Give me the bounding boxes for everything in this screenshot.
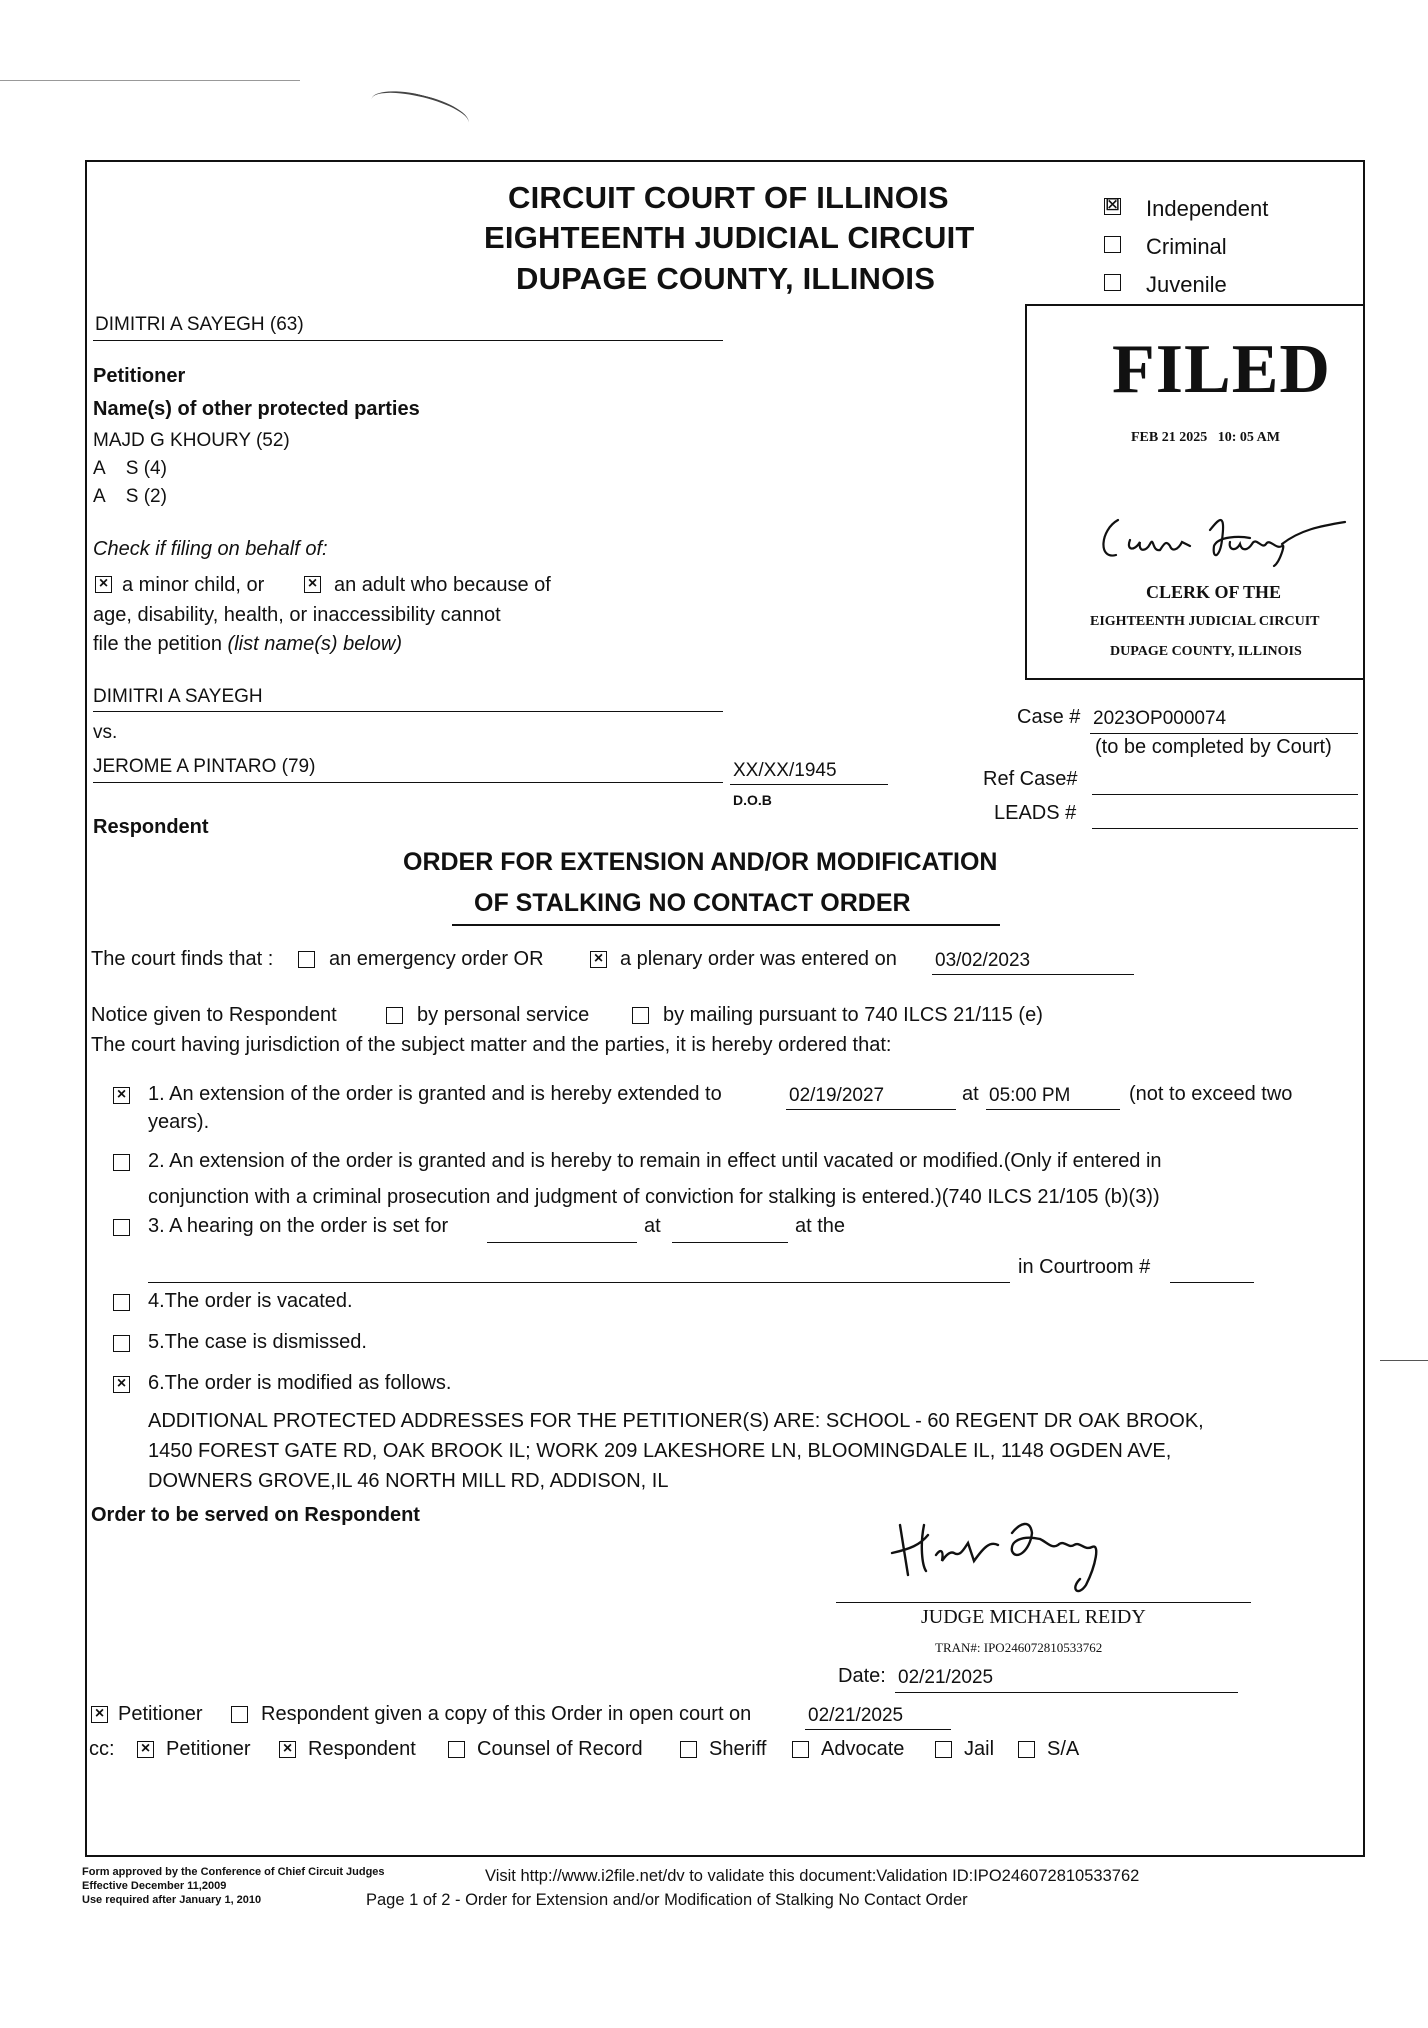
ref-case-underline bbox=[1092, 794, 1358, 795]
juvenile-checkbox[interactable] bbox=[1104, 274, 1121, 291]
item-4-text: 4.The order is vacated. bbox=[148, 1290, 353, 1312]
adult-label: an adult who because of bbox=[334, 574, 551, 596]
respondent-underline bbox=[93, 782, 723, 783]
judge-name: JUDGE MICHAEL REIDY bbox=[921, 1606, 1146, 1628]
behalf-name: DIMITRI A SAYEGH bbox=[93, 686, 263, 707]
plenary-date: 03/02/2023 bbox=[935, 950, 1031, 971]
item-3-at: at bbox=[644, 1215, 661, 1237]
item-2-checkbox[interactable] bbox=[113, 1154, 130, 1171]
item-1-time: 05:00 PM bbox=[989, 1085, 1071, 1106]
item-1-text: 1. An extension of the order is granted and is hereby extended to bbox=[148, 1083, 722, 1105]
copy-date-underline bbox=[805, 1729, 951, 1730]
behalf-line-3-text: file the petition bbox=[93, 633, 228, 655]
scan-noise-line bbox=[1380, 1360, 1428, 1361]
cc-sa-checkbox[interactable] bbox=[1018, 1741, 1035, 1758]
notice-prefix: Notice given to Respondent bbox=[91, 1004, 337, 1026]
item-5-text: 5.The case is dismissed. bbox=[148, 1331, 367, 1353]
petitioner-name: DIMITRI A SAYEGH (63) bbox=[95, 314, 304, 335]
judge-date: 02/21/2025 bbox=[898, 1667, 994, 1688]
cc-sheriff-label: Sheriff bbox=[709, 1738, 767, 1760]
court-line-2: EIGHTEENTH JUDICIAL CIRCUIT bbox=[484, 220, 975, 255]
item-4-checkbox[interactable] bbox=[113, 1294, 130, 1311]
dob-underline bbox=[730, 784, 888, 785]
item-1-at: at bbox=[962, 1083, 979, 1105]
item-1-checkbox[interactable]: × bbox=[113, 1087, 130, 1104]
cc-advocate-label: Advocate bbox=[821, 1738, 905, 1760]
vs-label: vs. bbox=[93, 722, 118, 743]
item-6-detail-3: DOWNERS GROVE,IL 46 NORTH MILL RD, ADDISON, IL bbox=[148, 1470, 669, 1492]
judge-tran: TRAN#: IPO246072810533762 bbox=[935, 1640, 1103, 1655]
petitioner-underline bbox=[93, 340, 723, 341]
behalf-name-underline bbox=[93, 711, 723, 712]
item-1-line-2: years). bbox=[148, 1111, 210, 1133]
cc-respondent-checkbox[interactable]: × bbox=[279, 1741, 296, 1758]
footer-approved-1: Form approved by the Conference of Chief Circuit Judges bbox=[82, 1866, 385, 1878]
plenary-date-underline bbox=[932, 974, 1134, 975]
leads-underline bbox=[1092, 828, 1358, 829]
cc-counsel-label: Counsel of Record bbox=[477, 1738, 643, 1760]
independent-label: Independent bbox=[1146, 196, 1269, 221]
judge-signature-line bbox=[836, 1602, 1251, 1603]
case-number-underline bbox=[1090, 733, 1358, 734]
personal-service-checkbox[interactable] bbox=[386, 1007, 403, 1024]
item-2-line-1: 2. An extension of the order is granted and is hereby to remain in effect until vacated or modified.(Only if entered in bbox=[148, 1150, 1162, 1172]
clerk-signature bbox=[1090, 500, 1350, 570]
item-3-date-underline bbox=[487, 1242, 637, 1243]
service-label: Order to be served on Respondent bbox=[91, 1504, 420, 1526]
filed-stamp-datetime: FEB 21 2025 10: 05 AM bbox=[1131, 430, 1280, 445]
cc-sa-label: S/A bbox=[1047, 1738, 1080, 1760]
juvenile-label: Juvenile bbox=[1146, 272, 1227, 297]
criminal-checkbox[interactable] bbox=[1104, 236, 1121, 253]
other-party-3: A S (2) bbox=[93, 486, 167, 507]
ref-case-label: Ref Case# bbox=[983, 768, 1078, 790]
item-3-courtroom-underline bbox=[1170, 1282, 1254, 1283]
item-3-at-the: at the bbox=[795, 1215, 846, 1237]
footer-approved-2: Effective December 11,2009 bbox=[82, 1880, 227, 1892]
item-5-checkbox[interactable] bbox=[113, 1335, 130, 1352]
behalf-label: Check if filing on behalf of: bbox=[93, 538, 328, 560]
item-3-time-underline bbox=[672, 1242, 788, 1243]
leads-label: LEADS # bbox=[994, 802, 1077, 824]
judge-date-label: Date: bbox=[838, 1665, 886, 1687]
judge-signature bbox=[880, 1505, 1180, 1605]
cc-jail-checkbox[interactable] bbox=[935, 1741, 952, 1758]
criminal-label: Criminal bbox=[1146, 234, 1227, 259]
clerk-line-1: CLERK OF THE bbox=[1146, 582, 1282, 602]
order-title-line-2: OF STALKING NO CONTACT ORDER bbox=[474, 889, 911, 917]
item-2-line-2: conjunction with a criminal prosecution and judgment of conviction for stalking is entered.)(740 ILCS 21/105 (b)(3)) bbox=[148, 1186, 1160, 1208]
respondent-name: JEROME A PINTARO (79) bbox=[93, 756, 316, 777]
petitioner-label: Petitioner bbox=[93, 365, 186, 387]
item-6-text: 6.The order is modified as follows. bbox=[148, 1372, 452, 1394]
case-number-label: Case # bbox=[1017, 706, 1081, 728]
footer-page: Page 1 of 2 - Order for Extension and/or Modification of Stalking No Contact Order bbox=[366, 1891, 968, 1909]
judge-date-underline bbox=[895, 1692, 1238, 1693]
behalf-line-3-italic: (list name(s) below) bbox=[227, 633, 403, 655]
plenary-checkbox[interactable]: × bbox=[590, 951, 607, 968]
footer-approved-3: Use required after January 1, 2010 bbox=[82, 1894, 262, 1906]
cc-label: cc: bbox=[89, 1738, 115, 1760]
cc-petitioner-checkbox[interactable]: × bbox=[137, 1741, 154, 1758]
court-line-1: CIRCUIT COURT OF ILLINOIS bbox=[508, 180, 949, 215]
other-parties-label: Name(s) of other protected parties bbox=[93, 398, 420, 420]
adult-checkbox[interactable]: × bbox=[304, 576, 321, 593]
item-3-location-underline bbox=[148, 1282, 1010, 1283]
independent-checkbox[interactable]: ☒ bbox=[1105, 197, 1120, 214]
item-3-checkbox[interactable] bbox=[113, 1219, 130, 1236]
respondent-label: Respondent bbox=[93, 816, 209, 838]
clerk-line-2: EIGHTEENTH JUDICIAL CIRCUIT bbox=[1090, 614, 1320, 629]
item-1-tail: (not to exceed two bbox=[1129, 1083, 1293, 1105]
jurisdiction-text: The court having jurisdiction of the subject matter and the parties, it is hereby ordered that: bbox=[91, 1034, 892, 1056]
cc-petitioner-label: Petitioner bbox=[166, 1738, 251, 1760]
item-3-courtroom: in Courtroom # bbox=[1018, 1256, 1151, 1278]
cc-counsel-checkbox[interactable] bbox=[448, 1741, 465, 1758]
item-6-detail-1: ADDITIONAL PROTECTED ADDRESSES FOR THE PETITIONER(S) ARE: SCHOOL - 60 REGENT DR OAK BROOK, bbox=[148, 1410, 1204, 1432]
cc-advocate-checkbox[interactable] bbox=[792, 1741, 809, 1758]
emergency-label: an emergency order OR bbox=[329, 948, 544, 970]
case-number-note: (to be completed by Court) bbox=[1095, 736, 1332, 758]
copy-petitioner-label: Petitioner bbox=[118, 1703, 203, 1725]
personal-service-label: by personal service bbox=[417, 1004, 590, 1026]
item-6-checkbox[interactable]: × bbox=[113, 1376, 130, 1393]
cc-jail-label: Jail bbox=[964, 1738, 995, 1760]
order-title-line-1: ORDER FOR EXTENSION AND/OR MODIFICATION bbox=[403, 848, 998, 876]
mailing-checkbox[interactable] bbox=[632, 1007, 649, 1024]
footer-visit[interactable]: Visit http://www.i2file.net/dv to validate this document:Validation ID:IPO246072810533762 bbox=[485, 1867, 1140, 1885]
emergency-checkbox[interactable] bbox=[298, 951, 315, 968]
behalf-line-3 bbox=[93, 633, 402, 656]
item-3-text: 3. A hearing on the order is set for bbox=[148, 1215, 449, 1237]
order-title-underline bbox=[452, 924, 1000, 926]
filed-stamp-title: FILED bbox=[1112, 331, 1331, 408]
copy-petitioner-checkbox[interactable]: × bbox=[91, 1706, 108, 1723]
copy-date: 02/21/2025 bbox=[808, 1705, 904, 1726]
scan-mark bbox=[368, 83, 473, 138]
dob-label: D.O.B bbox=[733, 792, 772, 808]
other-party-1: MAJD G KHOURY (52) bbox=[93, 430, 290, 451]
court-line-3: DUPAGE COUNTY, ILLINOIS bbox=[516, 261, 936, 296]
clerk-line-3: DUPAGE COUNTY, ILLINOIS bbox=[1110, 644, 1302, 659]
mailing-label: by mailing pursuant to 740 ILCS 21/115 (e) bbox=[663, 1004, 1043, 1026]
respondent-dob: XX/XX/1945 bbox=[733, 760, 837, 781]
item-1-date: 02/19/2027 bbox=[789, 1085, 885, 1106]
findings-prefix: The court finds that : bbox=[91, 948, 274, 970]
case-number[interactable]: 2023OP000074 bbox=[1093, 708, 1227, 729]
other-party-2: A S (4) bbox=[93, 458, 167, 479]
scan-mark bbox=[0, 80, 300, 81]
minor-child-label: a minor child, or bbox=[122, 574, 265, 596]
cc-sheriff-checkbox[interactable] bbox=[680, 1741, 697, 1758]
minor-child-checkbox[interactable]: × bbox=[95, 576, 112, 593]
item-1-time-underline bbox=[986, 1109, 1120, 1110]
item-6-detail-2: 1450 FOREST GATE RD, OAK BROOK IL; WORK 209 LAKESHORE LN, BLOOMINGDALE IL, 1148 OGDEN AVE, bbox=[148, 1440, 1172, 1462]
cc-respondent-label: Respondent bbox=[308, 1738, 416, 1760]
plenary-label: a plenary order was entered on bbox=[620, 948, 897, 970]
item-1-date-underline bbox=[786, 1109, 956, 1110]
behalf-line-2: age, disability, health, or inaccessibility cannot bbox=[93, 604, 501, 626]
copy-respondent-label: Respondent given a copy of this Order in open court on bbox=[261, 1703, 752, 1725]
copy-respondent-checkbox[interactable] bbox=[231, 1706, 248, 1723]
